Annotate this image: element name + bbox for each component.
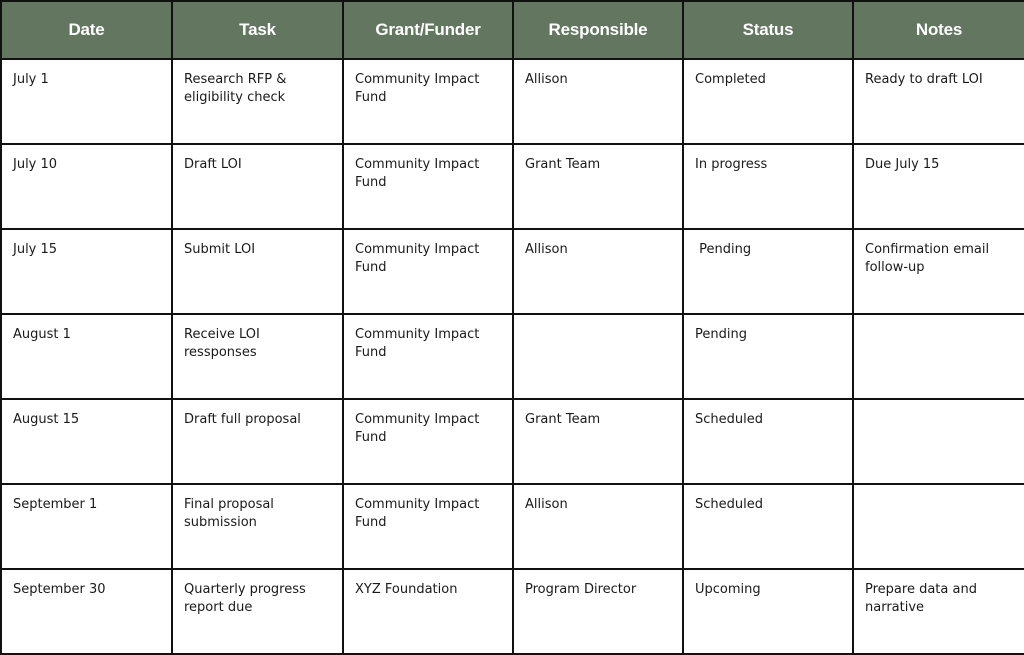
- task-cell: Receive LOI ressponses: [172, 314, 343, 399]
- column-header-grant-funder: Grant/Funder: [343, 1, 513, 59]
- date-cell: August 15: [1, 399, 172, 484]
- date-cell: July 10: [1, 144, 172, 229]
- responsible-cell: [513, 314, 683, 399]
- notes-cell: [853, 399, 1024, 484]
- table-row: [1, 399, 1024, 484]
- column-header-notes: Notes: [853, 1, 1024, 59]
- status-cell: Scheduled: [683, 484, 853, 569]
- status-cell: Upcoming: [683, 569, 853, 654]
- header-row: [1, 1, 1024, 59]
- responsible-cell: Allison: [513, 229, 683, 314]
- status-cell: Scheduled: [683, 399, 853, 484]
- funder-cell: Community Impact Fund: [343, 59, 513, 144]
- column-header-status: Status: [683, 1, 853, 59]
- column-header-responsible: Responsible: [513, 1, 683, 59]
- funder-cell: Community Impact Fund: [343, 229, 513, 314]
- responsible-cell: Allison: [513, 59, 683, 144]
- date-cell: July 1: [1, 59, 172, 144]
- table-header: [1, 1, 1024, 59]
- task-cell: Research RFP & eligibility check: [172, 59, 343, 144]
- table-row: [1, 569, 1024, 654]
- status-cell: In progress: [683, 144, 853, 229]
- date-cell: September 30: [1, 569, 172, 654]
- notes-cell: [853, 484, 1024, 569]
- date-cell: August 1: [1, 314, 172, 399]
- table-row: [1, 484, 1024, 569]
- table-row: [1, 144, 1024, 229]
- responsible-cell: Allison: [513, 484, 683, 569]
- funder-cell: Community Impact Fund: [343, 399, 513, 484]
- funder-cell: Community Impact Fund: [343, 484, 513, 569]
- task-cell: Draft LOI: [172, 144, 343, 229]
- responsible-cell: Program Director: [513, 569, 683, 654]
- table-body: [1, 59, 1024, 654]
- status-cell: Completed: [683, 59, 853, 144]
- funder-cell: XYZ Foundation: [343, 569, 513, 654]
- funder-cell: Community Impact Fund: [343, 314, 513, 399]
- status-cell: Pending: [683, 314, 853, 399]
- table-row: [1, 229, 1024, 314]
- notes-cell: Confirmation email follow-up: [853, 229, 1024, 314]
- task-cell: Quarterly progress report due: [172, 569, 343, 654]
- task-cell: Draft full proposal: [172, 399, 343, 484]
- responsible-cell: Grant Team: [513, 144, 683, 229]
- responsible-cell: Grant Team: [513, 399, 683, 484]
- date-cell: July 15: [1, 229, 172, 314]
- notes-cell: Ready to draft LOI: [853, 59, 1024, 144]
- funder-cell: Community Impact Fund: [343, 144, 513, 229]
- notes-cell: Prepare data and narrative: [853, 569, 1024, 654]
- table-row: [1, 59, 1024, 144]
- column-header-task: Task: [172, 1, 343, 59]
- table-row: [1, 314, 1024, 399]
- notes-cell: Due July 15: [853, 144, 1024, 229]
- notes-cell: [853, 314, 1024, 399]
- column-header-date: Date: [1, 1, 172, 59]
- task-cell: Submit LOI: [172, 229, 343, 314]
- task-cell: Final proposal submission: [172, 484, 343, 569]
- status-cell: Pending: [683, 229, 853, 314]
- date-cell: September 1: [1, 484, 172, 569]
